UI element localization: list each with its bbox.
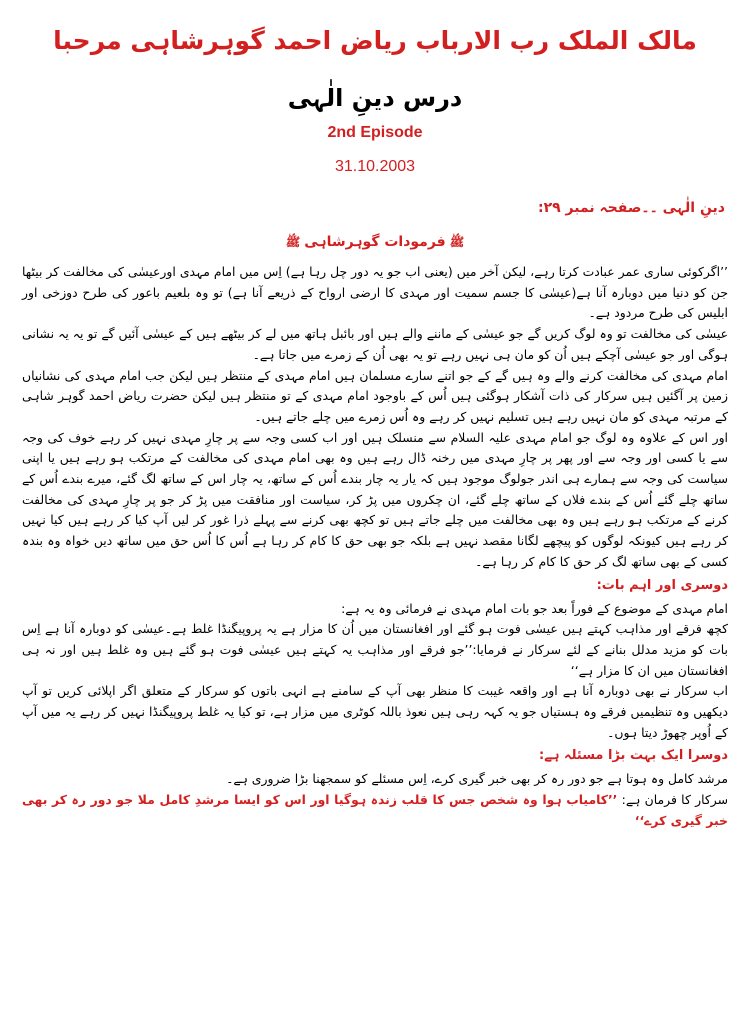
section-heading: دوسرا ایک بہت بڑا مسئلہ ہے: bbox=[539, 748, 728, 764]
honorific-icon: ﷺ bbox=[285, 235, 301, 249]
date-label: 31.10.2003 bbox=[334, 158, 416, 175]
paragraph: مرشد کامل وہ ہوتا ہے جو دور رہ کر بھی خبر گیری کرے، اِس مسئلے کو سمجھنا بڑا ضروری ہے۔ bbox=[226, 771, 728, 787]
header-title: مالک الملک رب الارباب ریاض احمد گوہرشاہی مرحبا bbox=[53, 26, 697, 55]
paragraph: کچھ فرقے اور مذاہب کہتے ہیں عیسٰی فوت ہو گئے اور افغانستان میں اُن کا مزار ہے یہ پروپیگنڈا غلط ہے۔عیسٰی کو دوبارہ آنا ہے اِس بات کو مزید مدلل بنانے کے لئے سرکار نے فرمایا:’’جو فرقے اور مذاہب یہ کہتے ہیں عیسٰی فوت ہو گئے ہیں وہ غلط ہیں اور نہ ہی افغانستان میں ان کا مزار ہے‘‘ bbox=[22, 621, 728, 678]
quote-prefix: سرکار کا فرمان ہے: bbox=[621, 792, 728, 808]
paragraph: امام مہدی کی مخالفت کرنے والے وہ ہیں گے کے جو اتنے سارے مسلمان ہیں امام مہدی کے منتظر ہیں لیکن جب امام مہدی کی نشانیاں زمین پر آگئیں ہیں سرکار کی ذات آشکار ہوگئی ہیں اُس کے باوجود امام مہدی کے تو منتظر ہیں لیکن حضرت ریاض احمد گوہر شاہی کے مرتبہ مہدی کو مان نہیں رہے ہیں تسلیم نہیں کر رہے وہ اُس زمرے میں چلے جاتے ہیں۔ bbox=[22, 367, 728, 424]
paragraph: ’’اگرکوئی ساری عمر عبادت کرتا رہے، لیکن آخر میں (یعنی اب جو یہ دور چل رہا ہے) اِس میں امام مہدی اورعیسٰی کی مخالفت کر بیٹھا جن کو دنیا میں دوبارہ آنا ہے(عیسٰی کا جسم سمیت اور مہدی کا ارضی ارواح کے ذریعے آنا ہے) تو وہ بلعیم باعور کی طرح دوزخی اور ابلیس کی طرح مردود ہے۔ bbox=[22, 264, 728, 321]
section-heading: دوسری اور اہم بات: bbox=[596, 577, 728, 593]
header-subtitle: درس دینِ الٰہی bbox=[287, 84, 463, 112]
page-reference: دینِ الٰہی ۔۔صفحہ نمبر ۲۹: bbox=[537, 200, 725, 216]
paragraph: امام مہدی کے موضوع کے فوراً بعد جو بات امام مہدی نے فرمائی وہ یہ ہے: bbox=[341, 600, 728, 616]
final-paragraph bbox=[22, 790, 728, 831]
honorific-icon: ﷺ bbox=[449, 235, 465, 249]
paragraph: اب سرکار نے بھی دوبارہ آنا ہے اور واقعہ غیبت کا منظر بھی آپ کے سامنے ہے انہی باتوں کو سرکار کے متعلق اگر اپلائی کریں تو آپ دیکھیں وہ تنظیمیں فرقے وہ ہستیاں جو یہ کہہ رہی ہیں نعوذ باللہ کوٹری میں مزار ہے، تو کیا یہ غلط پروپیگنڈا نہیں کر رہے یہ میں آپ کے اُوپر چھوڑ دیتا ہوں۔ bbox=[22, 683, 728, 740]
episode-label: 2nd Episode bbox=[327, 124, 423, 141]
quote-text: ’’کامیاب ہوا وہ شخص جس کا قلب زندہ ہوگیا اور اس کو ایسا مرشدِ کامل ملا جو دور رہ کر بھی خبر گیری کرے‘‘ bbox=[22, 792, 728, 828]
body-text bbox=[22, 262, 728, 832]
paragraph: عیسٰی کی مخالفت تو وہ لوگ کریں گے جو عیسٰی کے ماننے والے ہیں اور بائبل ہاتھ میں لے کر بیٹھے ہیں کے عیسٰی آئیں گے تو یہ یہ نشانی ہوگی اور جو عیسٰی آچکے ہیں اُن کو مان ہی نہیں رہے تو یہ بھی اُن کے زمرے میں جاتا ہے۔ bbox=[22, 326, 728, 362]
farmoodat-heading bbox=[0, 234, 750, 252]
farmoodat-text: فرمودات گوہرشاہی bbox=[304, 234, 446, 250]
paragraph: اور اس کے علاوہ وہ لوگ جو امام مہدی علیہ السلام سے منسلک ہیں اور اب کسی وجہ سے پر چارِ مہدی نہیں کر رہے خوف کی وجہ سے یا کسی اور وجہ سے اور پھر پر چارِ مہدی میں رخنہ ڈال رہے ہیں وہ بھی امام مہدی کی مخالفت کے مرتکب ہو رہے ہیں یا اپنی سیاست کی وجہ سے ہمارے ہی اندر جولوگ موجود ہیں کہ یار یہ چار بندے اُس کے ساتھ، یہ چار اس کے ساتھ لگ گئے، میرے بندے اُس کے ساتھ چلے گئے اُس کے بندے فلاں کے ساتھ چلے گئے، ان چکروں میں پڑ کر، سیاست اور منافقت میں پڑ کر جو پر چارِ مہدی کی مخالفت کرنے کے مرتکب ہو رہے ہیں وہ بھی مخالفت میں چلے جاتے ہیں تو کچھ بھی کرنے سے پہلے ذرا غور کر لیں آپ کیا کر رہے ہیں کیا نہیں کر رہے ہیں کیونکہ لوگوں کو پیچھے لگانا مقصد نہیں ہے بلکہ جو بھی حق کا کام کر رہا ہے اُس کا اُس حق میں ساتھ دیں خواہ وہ بندہ کسی کے بھی ساتھ لگ کر حق کا کام کر رہا ہے۔ bbox=[22, 429, 728, 569]
